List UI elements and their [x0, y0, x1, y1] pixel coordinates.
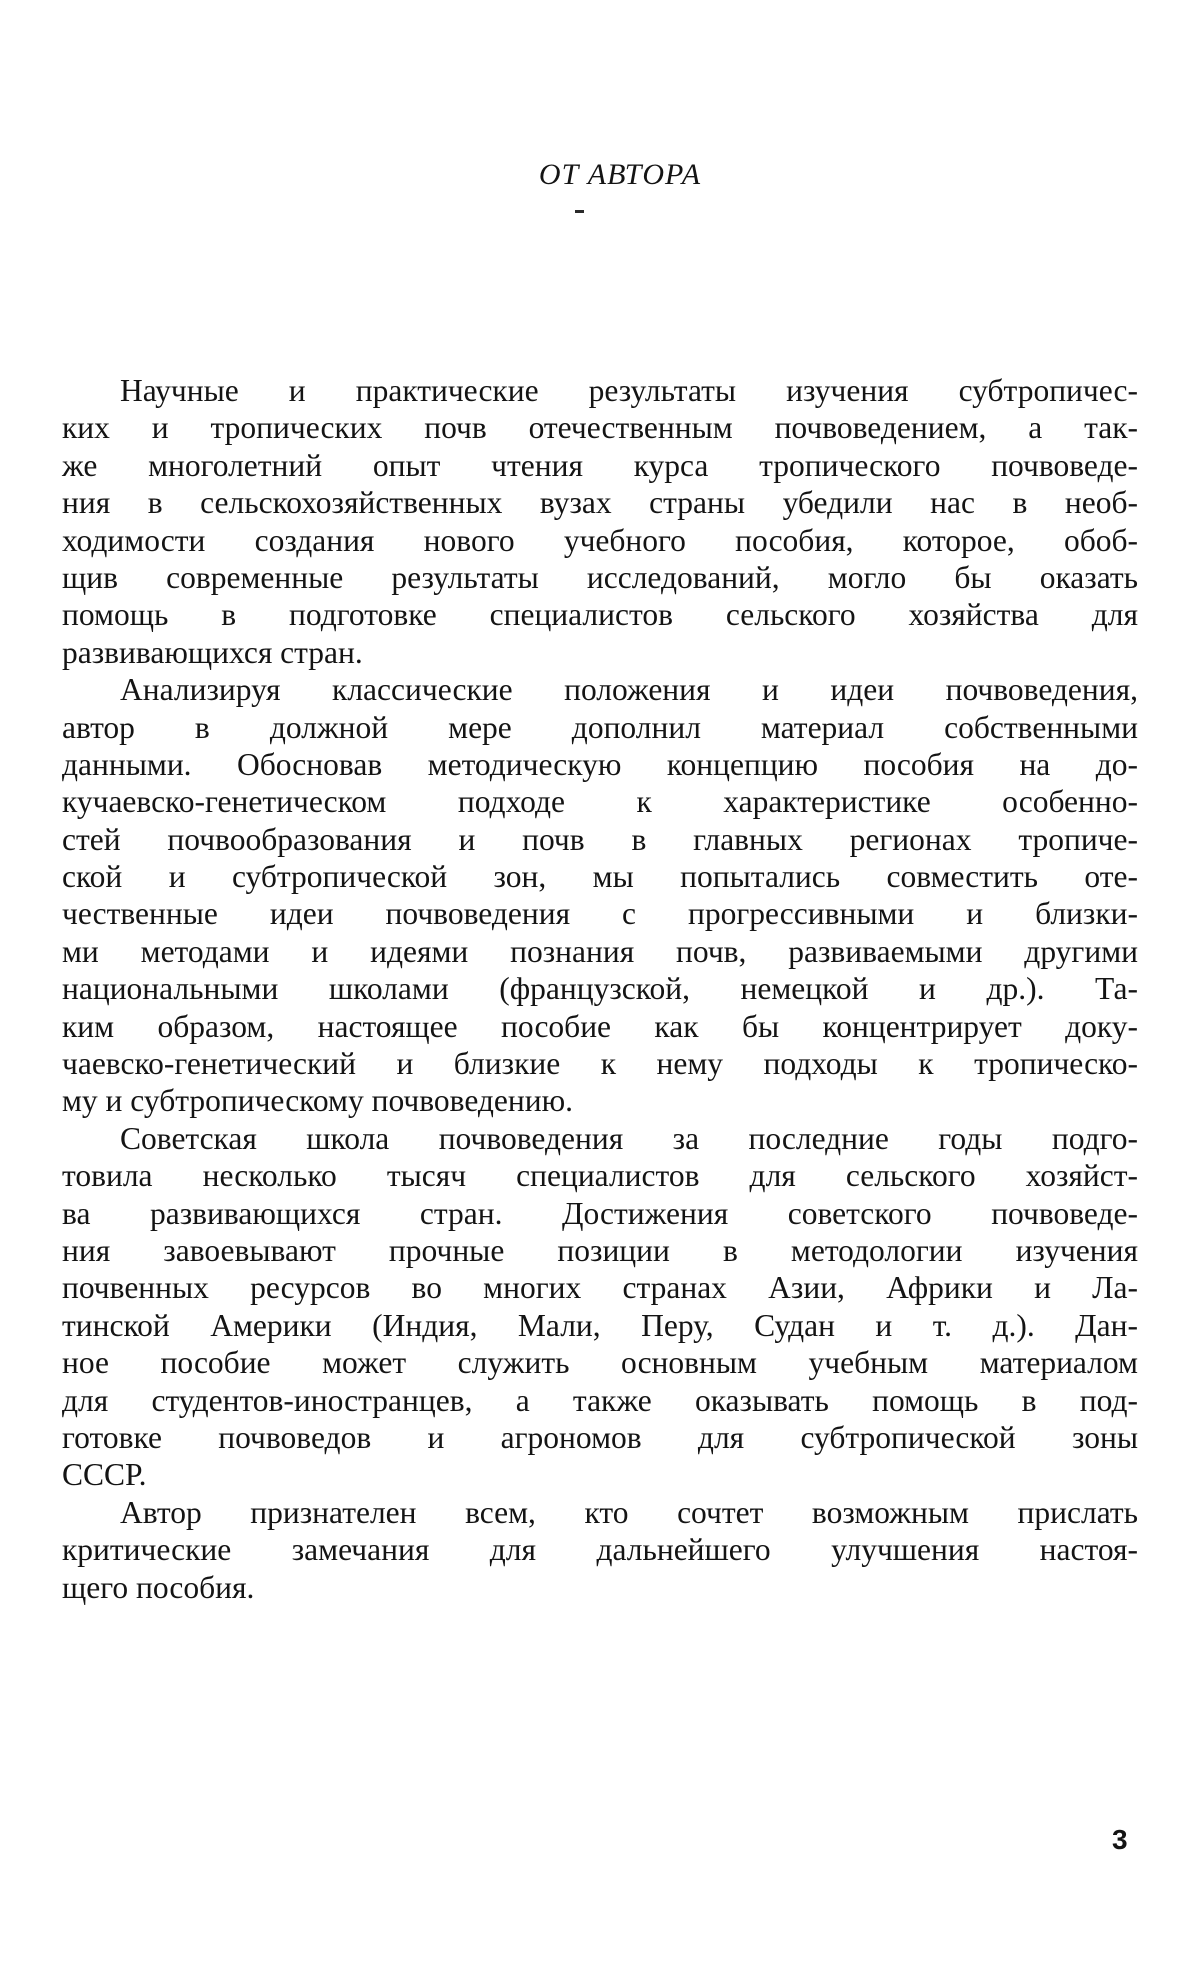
text-line: развивающихся стран.: [62, 634, 363, 670]
paragraph: [62, 671, 1138, 1120]
text-line: ное пособие может служить основным учебным материалом: [62, 1345, 1138, 1381]
text-line: готовке почвоведов и агрономов для субтропической зоны: [62, 1419, 1138, 1455]
text-line: товила несколько тысяч специалистов для сельского хозяйст-: [62, 1158, 1138, 1194]
text-line: чественные идеи почвоведения с прогрессивными и близки-: [62, 896, 1138, 932]
text-line: му и субтропическому почвоведению.: [62, 1083, 574, 1119]
text-line: Научные и практические результаты изучения субтропичес-: [120, 373, 1138, 408]
body-text: [62, 372, 1138, 1606]
text-line: Советская школа почвоведения за последние годы подго-: [120, 1120, 1138, 1156]
page-number: 3: [1112, 1824, 1128, 1855]
text-line: СССР.: [62, 1457, 147, 1493]
paragraph: [62, 1120, 1138, 1494]
text-line: кучаевско-генетическом подходе к характеристике особенно-: [62, 784, 1138, 820]
text-line: для студентов-иностранцев, а также оказывать помощь в под-: [62, 1382, 1138, 1418]
text-line: ской и субтропической зон, мы попытались совместить оте-: [62, 859, 1138, 895]
page-heading: ОТ АВТОРА: [538, 158, 702, 191]
text-line: щего пособия.: [62, 1569, 255, 1605]
text-line: почвенных ресурсов во многих странах Азии, Африки и Ла-: [62, 1270, 1138, 1306]
text-line: ми методами и идеями познания почв, развиваемыми другими: [62, 933, 1138, 969]
text-line: же многолетний опыт чтения курса тропического почвоведе-: [62, 447, 1138, 483]
text-line: ва развивающихся стран. Достижения советского почвоведе-: [62, 1195, 1138, 1231]
text-line: ких и тропических почв отечественным почвоведением, а так-: [62, 410, 1138, 446]
text-line: ким образом, настоящее пособие как бы концентрирует доку-: [62, 1008, 1138, 1044]
text-line: национальными школами (французской, немецкой и др.). Та-: [62, 971, 1138, 1007]
heading-underline-mark: [575, 210, 584, 213]
text-line: автор в должной мере дополнил материал собственными: [62, 709, 1138, 745]
text-line: ния завоевывают прочные позиции в методологии изучения: [62, 1232, 1138, 1268]
text-line: стей почвообразования и почв в главных регионах тропиче-: [62, 821, 1138, 857]
text-line: тинской Америки (Индия, Мали, Перу, Судан и т. д.). Дан-: [62, 1307, 1138, 1343]
text-line: критические замечания для дальнейшего улучшения настоя-: [62, 1532, 1138, 1568]
text-line: данными. Обосновав методическую концепцию пособия на до-: [62, 746, 1138, 782]
text-line: ния в сельскохозяйственных вузах страны убедили нас в необ-: [62, 485, 1138, 521]
text-line: Автор признателен всем, кто сочтет возможным прислать: [120, 1494, 1138, 1530]
paragraph: [62, 1494, 1138, 1606]
text-line: щив современные результаты исследований, могло бы оказать: [62, 559, 1138, 595]
text-line: чаевско-генетический и близкие к нему подходы к тропическо-: [62, 1046, 1138, 1082]
paragraph: [62, 372, 1138, 671]
text-line: помощь в подготовке специалистов сельского хозяйства для: [62, 597, 1138, 633]
text-line: ходимости создания нового учебного пособия, которое, обоб-: [62, 522, 1138, 558]
text-line: Анализируя классические положения и идеи почвоведения,: [120, 672, 1138, 708]
